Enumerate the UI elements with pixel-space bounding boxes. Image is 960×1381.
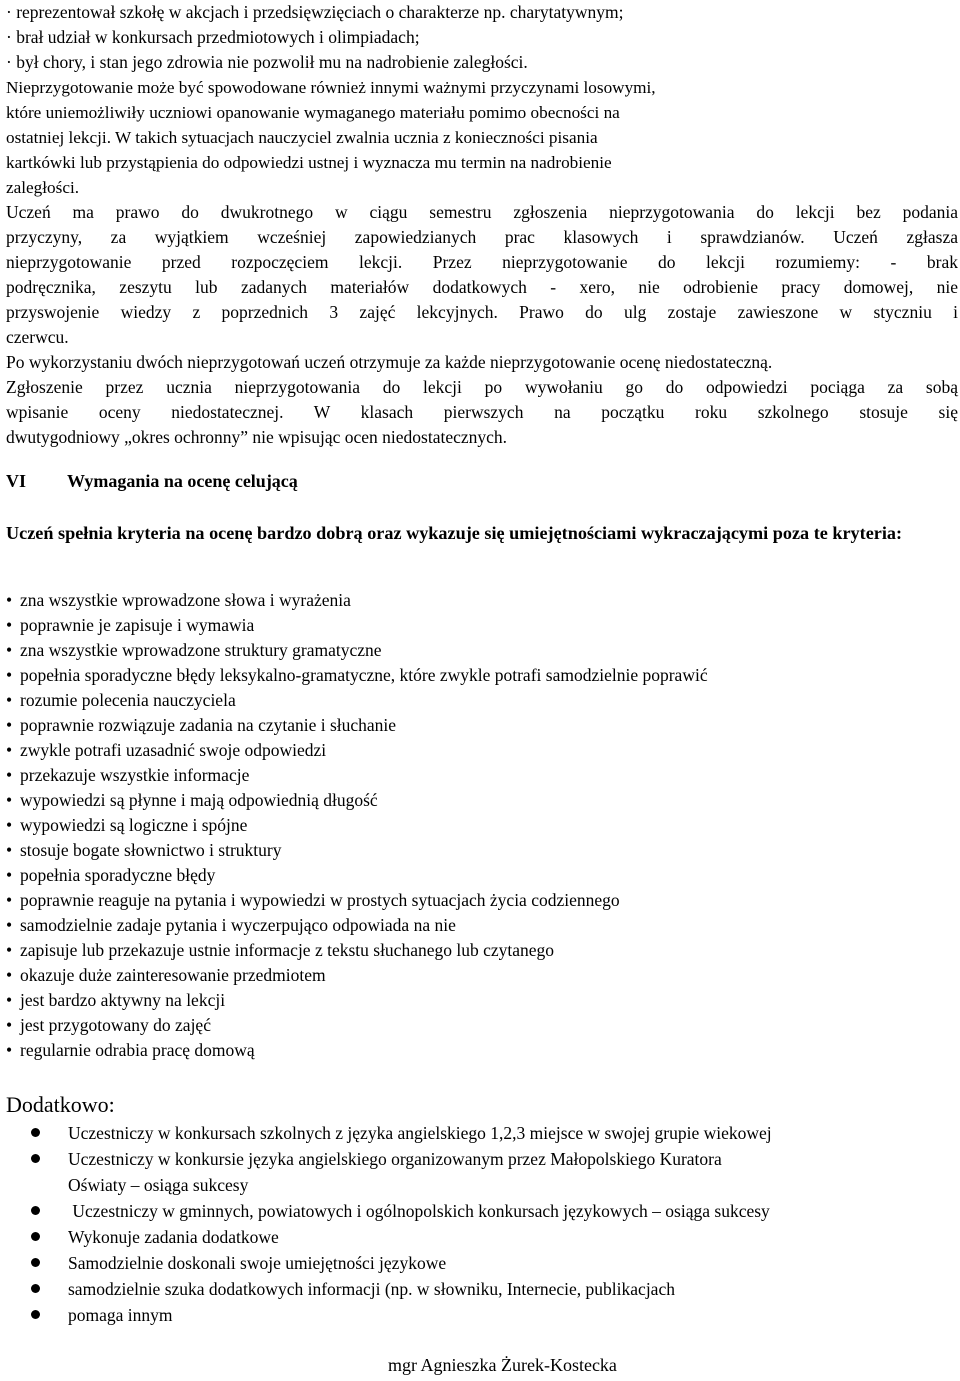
text-line: przyczyny, za wyjątkiem wcześniej zapowiedzianych prac klasowych i sprawdzianów. Uczeń zgłasza xyxy=(6,227,958,247)
criteria-item-text: zna wszystkie wprowadzone słowa i wyrażenia xyxy=(20,590,351,610)
bullet-icon: • xyxy=(6,865,13,885)
criteria-item xyxy=(6,638,708,663)
bullet-dot-icon xyxy=(31,1154,40,1163)
criteria-item-text: regularnie odrabia pracę domową xyxy=(20,1040,255,1060)
criteria-item xyxy=(6,688,708,713)
criteria-item xyxy=(6,663,708,688)
paragraph-unpreparedness-causes xyxy=(6,75,958,200)
criteria-item xyxy=(6,713,708,738)
criteria-item-text: samodzielnie zadaje pytania i wyczerpująco odpowiada na nie xyxy=(20,915,456,935)
bullet-dot-icon xyxy=(31,1206,40,1215)
bullet-icon: • xyxy=(6,940,13,960)
text-line: · brał udział w konkursach przedmiotowych i olimpiadach; xyxy=(6,27,420,47)
criteria-item-text: zapisuje lub przekazuje ustnie informacje z tekstu słuchanego lub czytanego xyxy=(20,940,555,960)
extra-item xyxy=(0,1302,960,1328)
criteria-item-text: wypowiedzi są płynne i mają odpowiednią długość xyxy=(20,790,378,810)
extra-heading: Dodatkowo: xyxy=(6,1092,115,1117)
extra-item xyxy=(0,1198,960,1224)
extra-item xyxy=(0,1120,960,1146)
text-line: Po wykorzystaniu dwóch nieprzygotowań uczeń otrzymuje za każde nieprzygotowanie ocenę niedostateczną. xyxy=(6,352,773,372)
criteria-item xyxy=(6,1038,708,1063)
criteria-item-text: stosuje bogate słownictwo i struktury xyxy=(20,840,282,860)
criteria-item-text: okazuje duże zainteresowanie przedmiotem xyxy=(20,965,326,985)
criteria-item-text: rozumie polecenia nauczyciela xyxy=(20,690,236,710)
text-line: Zgłoszenie przez ucznia nieprzygotowania do lekcji po wywołaniu go do odpowiedzi pociąga za sobą xyxy=(6,377,958,397)
criteria-item xyxy=(6,763,708,788)
criteria-item-text: jest przygotowany do zajęć xyxy=(20,1015,211,1035)
text-line: które uniemożliwiły uczniowi opanowanie wymaganego materiału pomimo obecności na xyxy=(6,103,620,122)
extra-item-text: Oświaty – osiąga sukcesy xyxy=(68,1175,249,1195)
criteria-intro: Uczeń spełnia kryteria na ocenę bardzo dobrą oraz wykazuje się umiejętnościami wykraczającymi poza te kryteria: xyxy=(6,523,903,543)
bullet-icon: • xyxy=(6,665,13,685)
bullet-dot-icon xyxy=(31,1232,40,1241)
criteria-item xyxy=(6,1013,708,1038)
criteria-item xyxy=(6,938,708,963)
extra-item-text: Uczestniczy w konkursie języka angielskiego organizowanym przez Małopolskiego Kuratora xyxy=(68,1149,722,1169)
bullet-icon: • xyxy=(6,915,13,935)
paragraph-reporting-rules xyxy=(6,375,958,450)
bullet-icon: • xyxy=(6,990,13,1010)
extra-item xyxy=(0,1276,960,1302)
text-line: Uczeń ma prawo do dwukrotnego w ciągu semestru zgłoszenia nieprzygotowania do lekcji bez podania xyxy=(6,202,958,222)
extra-item-text: Wykonuje zadania dodatkowe xyxy=(68,1227,279,1247)
text-line: zaległości. xyxy=(6,178,80,197)
extra-item xyxy=(0,1250,960,1276)
criteria-item xyxy=(6,963,708,988)
text-line: dwutygodniowy „okres ochronny” nie wpisując ocen niedostatecznych. xyxy=(6,427,508,447)
bullet-icon: • xyxy=(6,890,13,910)
extra-item xyxy=(0,1224,960,1250)
extra-item-text: samodzielnie szuka dodatkowych informacji (np. w słowniku, Internecie, publikacjach xyxy=(68,1279,675,1299)
bullet-icon: • xyxy=(6,740,13,760)
bullet-icon: • xyxy=(6,615,13,635)
criteria-item-text: przekazuje wszystkie informacje xyxy=(20,765,250,785)
text-line: podręcznika, zeszytu lub zadanych materiałów dodatkowych - xero, nie odrobienie pracy domowej, nie xyxy=(6,277,958,297)
bullet-icon: • xyxy=(6,965,13,985)
bullet-dot-icon xyxy=(31,1310,40,1319)
absence-reasons-list xyxy=(6,0,958,75)
bullet-icon: • xyxy=(6,590,13,610)
bullet-dot-icon xyxy=(31,1284,40,1293)
criteria-item xyxy=(6,838,708,863)
text-line: · był chory, i stan jego zdrowia nie pozwolił mu na nadrobienie zaległości. xyxy=(6,52,528,72)
document-page xyxy=(6,0,958,450)
bullet-icon: • xyxy=(6,715,13,735)
bullet-icon: • xyxy=(6,1015,13,1035)
section-number: VI xyxy=(6,471,27,491)
extra-item-text: Uczestniczy w konkursach szkolnych z języka angielskiego 1,2,3 miejsce w swojej grupie wiekowej xyxy=(68,1123,772,1143)
criteria-item-text: poprawnie rozwiązuje zadania na czytanie i słuchanie xyxy=(20,715,397,735)
section-title: Wymagania na ocenę celującą xyxy=(67,471,298,491)
criteria-item xyxy=(6,988,708,1013)
text-line: czerwcu. xyxy=(6,327,69,347)
criteria-item xyxy=(6,913,708,938)
criteria-item xyxy=(6,588,708,613)
criteria-item xyxy=(6,788,708,813)
bullet-icon: • xyxy=(6,815,13,835)
paragraph-unsatisfactory-grade xyxy=(6,350,958,375)
criteria-item-text: popełnia sporadyczne błędy xyxy=(20,865,216,885)
criteria-item-text: poprawnie je zapisuje i wymawia xyxy=(20,615,255,635)
extra-item xyxy=(0,1146,960,1198)
criteria-item xyxy=(6,888,708,913)
bullet-icon: • xyxy=(6,765,13,785)
criteria-item xyxy=(6,813,708,838)
text-line: wpisanie oceny niedostatecznej. W klasach pierwszych na początku roku szkolnego stosuje się xyxy=(6,402,958,422)
bullet-icon: • xyxy=(6,840,13,860)
extra-item-text: pomaga innym xyxy=(68,1305,173,1325)
criteria-item-text: wypowiedzi są logiczne i spójne xyxy=(20,815,248,835)
text-line: Nieprzygotowanie może być spowodowane również innymi ważnymi przyczynami losowymi, xyxy=(6,78,656,97)
section-heading xyxy=(6,469,298,494)
criteria-item-text: jest bardzo aktywny na lekcji xyxy=(20,990,226,1010)
criteria-item xyxy=(6,863,708,888)
criteria-item-text: zna wszystkie wprowadzone struktury gramatyczne xyxy=(20,640,382,660)
bullet-icon: • xyxy=(6,690,13,710)
teacher-signature: mgr Agnieszka Żurek-Kostecka xyxy=(388,1355,617,1375)
text-line: ostatniej lekcji. W takich sytuacjach nauczyciel zwalnia ucznia z konieczności pisania xyxy=(6,128,598,147)
extra-item-text: Uczestniczy w gminnych, powiatowych i ogólnopolskich konkursach językowych – osiąga sukcesy xyxy=(68,1201,770,1221)
extra-item-text: Samodzielnie doskonali swoje umiejętności językowe xyxy=(68,1253,447,1273)
criteria-list xyxy=(6,588,708,1063)
text-line: przyswojenie wiedzy z poprzednich 3 zajęć lekcyjnych. Prawo do ulg zostaje zawieszone w styczniu i xyxy=(6,302,958,322)
criteria-item-text: popełnia sporadyczne błędy leksykalno-gramatyczne, które zwykle potrafi samodzielnie poprawić xyxy=(20,665,708,685)
criteria-item xyxy=(6,613,708,638)
bullet-icon: • xyxy=(6,640,13,660)
criteria-item-text: poprawnie reaguje na pytania i wypowiedzi w prostych sytuacjach życia codziennego xyxy=(20,890,620,910)
bullet-icon: • xyxy=(6,790,13,810)
text-line: kartkówki lub przystąpienia do odpowiedzi ustnej i wyznacza mu termin na nadrobienie xyxy=(6,153,612,172)
text-line: · reprezentował szkołę w akcjach i przedsięwzięciach o charakterze np. charytatywnym; xyxy=(6,2,624,22)
bullet-dot-icon xyxy=(31,1128,40,1137)
extra-achievements-list xyxy=(0,1120,960,1328)
paragraph-unpreparedness-rights xyxy=(6,200,958,350)
text-line: nieprzygotowanie przed rozpoczęciem lekcji. Przez nieprzygotowanie do lekcji rozumiemy: - brak xyxy=(6,252,958,272)
criteria-item-text: zwykle potrafi uzasadnić swoje odpowiedzi xyxy=(20,740,327,760)
bullet-dot-icon xyxy=(31,1258,40,1267)
criteria-item xyxy=(6,738,708,763)
bullet-icon: • xyxy=(6,1040,13,1060)
